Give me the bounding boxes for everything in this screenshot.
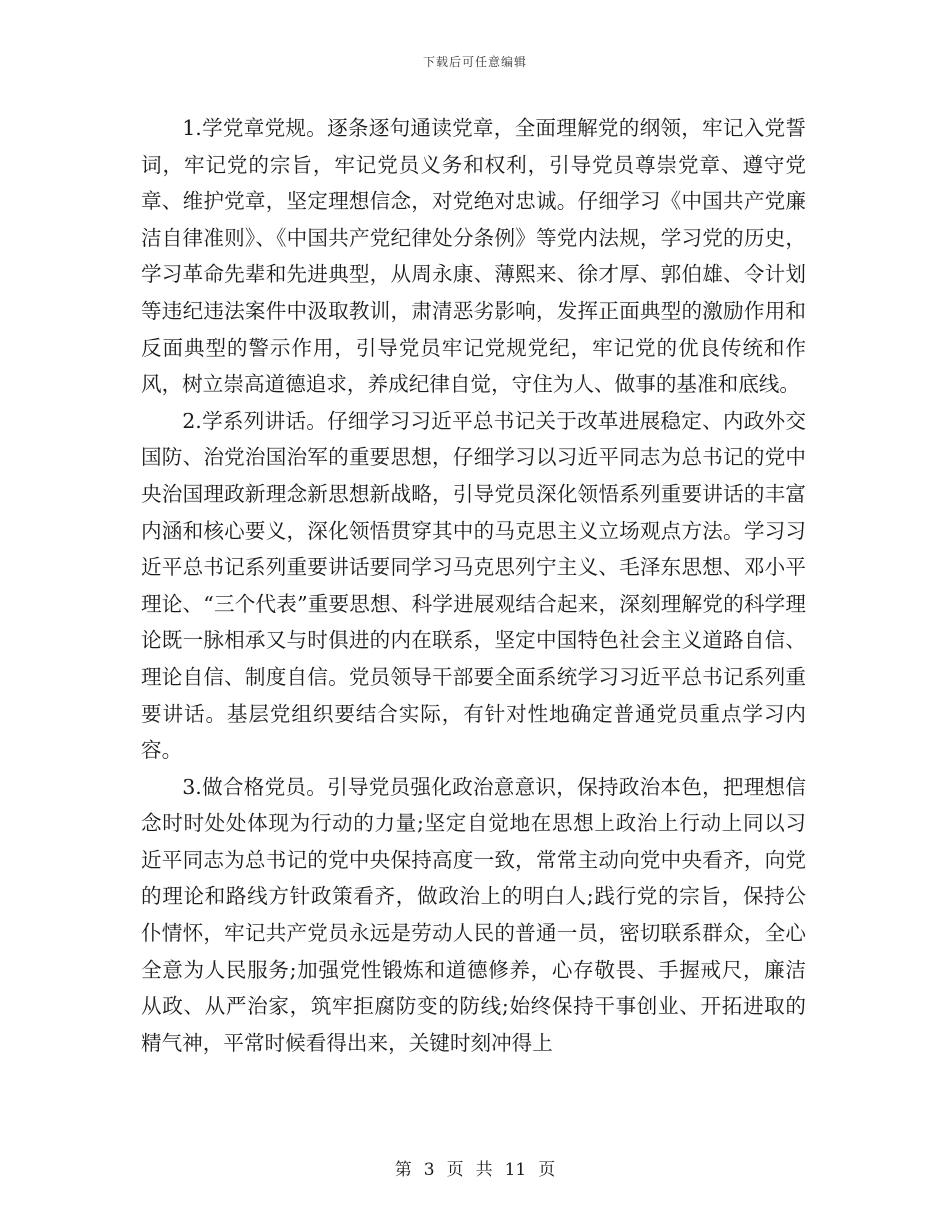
paragraph-3: 3.做合格党员。引导党员强化政治意意识，保持政治本色，把理想信念时时处处体现为行动的力量;坚定自觉地在思想上政治上行动上同以习近平同志为总书记的党中央保持高度一致，常常主动向党中央看齐，向党的理论和路线方针政策看齐，做政治上的明白人;践行党的宗旨，保持公仆情怀，牢记共产党员永远是劳动人民的普通一员，密切联系群众，全心全意为人民服务;加强党性锻炼和道德修养，心存敬畏、手握戒尺，廉洁从政、从严治家，筑牢拒腐防变的防线;始终保持干事创业、开拓进取的精气神，平常时候看得出来，关键时刻冲得上 [141, 774, 806, 1055]
page-header: 下载后可任意编辑 [422, 55, 527, 69]
paragraph-1: 1.学党章党规。逐条逐句通读党章，全面理解党的纲领，牢记入党誓词，牢记党的宗旨，牢记党员义务和权利，引导党员尊崇党章、遵守党章、维护党章，坚定理想信念，对党绝对忠诚。仔细学习《中国共产党廉洁自律准则》、《中国共产党纪律处分条例》等党内法规，学习党的历史，学习革命先辈和先进典型，从周永康、薄熙来、徐才厚、郭伯雄、令计划等违纪违法案件中汲取教训，肃清恶劣影响，发挥正面典型的激励作用和反面典型的警示作用，引导党员牢记党规党纪，牢记党的优良传统和作风，树立崇高道德追求，养成纪律自觉，守住为人、做事的基准和底线。 [141, 116, 806, 397]
footer-page-number: 3 [423, 1160, 435, 1180]
footer-prefix: 第 [394, 1160, 412, 1180]
footer-of: 共 [475, 1160, 493, 1180]
footer-total-pages: 11 [504, 1160, 527, 1180]
document-body [141, 110, 806, 1061]
paragraph-2: 2.学系列讲话。仔细学习习近平总书记关于改革进展稳定、内政外交国防、治党治国治军的重要思想，仔细学习以习近平同志为总书记的党中央治国理政新理念新思想新战略，引导党员深化领悟系列重要讲话的丰富内涵和核心要义，深化领悟贯穿其中的马克思主义立场观点方法。学习习近平总书记系列重要讲话要同学习马克思列宁主义、毛泽东思想、邓小平理论、“三个代表”重要思想、科学进展观结合起来，深刻理解党的科学理论既一脉相承又与时俱进的内在联系，坚定中国特色社会主义道路自信、理论自信、制度自信。党员领导干部要全面系统学习习近平总书记系列重要讲话。基层党组织要结合实际，有针对性地确定普通党员重点学习内容。 [141, 408, 806, 763]
page-footer [0, 1155, 950, 1180]
footer-suffix: 页 [538, 1160, 556, 1180]
footer-page-word: 页 [446, 1160, 464, 1180]
